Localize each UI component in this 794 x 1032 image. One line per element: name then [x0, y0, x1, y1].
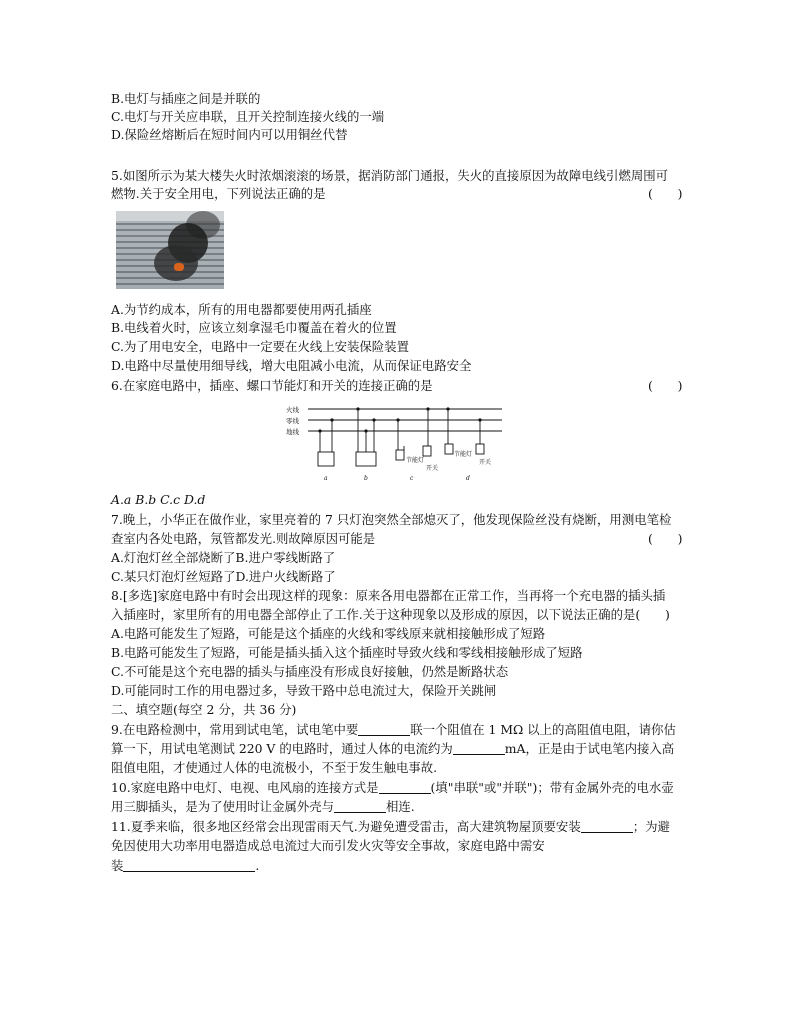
fire-building-photo [116, 211, 224, 289]
lamp-c [396, 450, 404, 460]
q7-stem-line1: 7.晚上，小华正在做作业，家里亮着的 7 只灯泡突然全部熄灭了，他发现保险丝没有烧断，用测电笔检 [111, 512, 672, 527]
q10-text-4: 相连. [386, 799, 415, 814]
q9-text-3: 算一下，用试电笔测试 220 V 的电路时，通过人体的电流约为 [111, 741, 453, 756]
lamp-label-c: 节能灯 [406, 457, 425, 464]
q10-text-3: 用三脚插头，是为了使用时让金属外壳与 [111, 799, 335, 814]
q8-option-a: A.电路可能发生了短路，可能是这个插座的火线和零线原来就相接触形成了短路 [111, 626, 546, 641]
q8-stem-line1: 8.[多选]家庭电路中有时会出现这样的现象：原来各用电器都在正常工作，当再将一个充电器的插头插 [111, 588, 666, 603]
fire-spot [174, 263, 184, 271]
q11-text-2: ；为避 [632, 819, 670, 834]
wire-label-live: 火线 [286, 406, 299, 414]
wire-label-ground: 地线 [286, 428, 299, 436]
switch-d [476, 444, 484, 454]
item-label-c: c [410, 475, 414, 482]
q10-text-1: 10.家庭电路中电灯、电视、电风扇的连接方式是 [111, 780, 379, 795]
q11-blank-1[interactable] [581, 820, 633, 833]
q8-stem-line2: 入插座时，家里所有的用电器全部停止了工作.关于这种现象以及形成的原因，以下说法正确的是( ) [111, 607, 670, 622]
q11-text-5: . [255, 858, 260, 873]
q7-options-ab: A.灯泡灯丝全部烧断了B.进户零线断路了 [111, 550, 336, 565]
q6-stem: 6.在家庭电路中，插座、螺口节能灯和开关的连接正确的是 [111, 378, 433, 393]
junction-dot [396, 418, 399, 421]
q8-option-c: C.不可能是这个充电器的插头与插座没有形成良好接触，仍然是断路状态 [111, 664, 509, 679]
q4-option-c: C.电灯与开关应串联，且开关控制连接火线的一端 [111, 109, 385, 124]
q10-line1 [111, 779, 674, 797]
socket-b [356, 452, 376, 466]
q4-option-b: B.电灯与插座之间是并联的 [111, 91, 261, 106]
junction-dot [364, 429, 367, 432]
q9-line3: 阻值电阻，才使通过人体的电流极小，不至于发生触电事故. [111, 760, 438, 775]
q5-option-d: D.电路中尽量使用细导线，增大电阻减小电流，从而保证电路安全 [111, 358, 472, 373]
q9-text-1: 9.在电路检测中，常用到试电笔，试电笔中要 [111, 722, 359, 737]
junction-dot [372, 418, 375, 421]
q6-options: A.a B.b C.c D.d [111, 492, 206, 507]
section-2-title: 二、填空题(每空 2 分，共 36 分) [111, 702, 297, 717]
q9-line2 [111, 740, 674, 758]
item-label-d: d [466, 475, 470, 482]
q6-answer-paren: ( ) [648, 378, 683, 393]
q11-line2: 免因使用大功率用电器造成总电流过大而引发火灾等安全事故，家庭电路中需安 [111, 838, 545, 853]
q5-option-b: B.电线着火时，应该立刻拿湿毛巾覆盖在着火的位置 [111, 320, 397, 335]
q7-stem-line2: 查室内各处电路，氖管都发光.则故障原因可能是 [111, 531, 376, 546]
q4-option-d: D.保险丝熔断后在短时间内可以用铜丝代替 [111, 127, 348, 142]
q5-answer-paren: ( ) [648, 186, 683, 201]
q11-text-4: 装 [111, 858, 124, 873]
q9-text-4: mA，正是由于试电笔内接入高 [504, 741, 675, 756]
switch-label-d: 开关 [479, 459, 492, 466]
q10-blank-2[interactable] [334, 800, 386, 813]
switch-label-c: 开关 [426, 465, 439, 472]
q10-line2 [111, 798, 415, 816]
q11-line1 [111, 818, 670, 836]
lamp-d [445, 444, 453, 454]
socket-a [318, 452, 334, 466]
wire-label-neutral: 零线 [286, 417, 299, 425]
q5-option-a: A.为节约成本，所有的用电器都要使用两孔插座 [111, 302, 372, 317]
junction-dot [446, 407, 449, 410]
q5-option-c: C.为了用电安全，电路中一定要在火线上安装保险装置 [111, 339, 409, 354]
junction-dot [330, 418, 333, 421]
item-label-b: b [364, 475, 368, 482]
junction-dot [356, 407, 359, 410]
lamp-label-d: 节能灯 [454, 451, 473, 458]
q11-line3 [111, 857, 259, 875]
switch-c [423, 446, 431, 456]
q11-blank-2[interactable] [123, 859, 255, 872]
junction-dot [426, 407, 429, 410]
q10-blank-1[interactable] [379, 781, 431, 794]
q8-option-d: D.可能同时工作的用电器过多，导致干路中总电流过大，保险开关跳闸 [111, 683, 497, 698]
q5-stem-line1: 5.如图所示为某大楼失火时浓烟滚滚的场景，据消防部门通报，失火的直接原因为故障电线引燃周围可 [111, 168, 669, 183]
q9-text-2: 联一个阻值在 1 MΩ 以上的高阻值电阻，请你估 [410, 722, 676, 737]
q7-options-cd: C.某只灯泡灯丝短路了D.进户火线断路了 [111, 569, 336, 584]
q7-answer-paren: ( ) [648, 531, 683, 546]
q9-blank-2[interactable] [453, 742, 505, 755]
q9-blank-1[interactable] [358, 723, 410, 736]
item-label-a: a [324, 475, 328, 482]
junction-dot [318, 429, 321, 432]
q10-text-2: (填"串联"或"并联")；带有金属外壳的电水壶 [430, 780, 674, 795]
circuit-diagram [280, 400, 510, 486]
q8-option-b: B.电路可能发生了短路，可能是插头插入这个插座时导致火线和零线相接触形成了短路 [111, 645, 583, 660]
q5-stem-line2: 燃物.关于安全用电，下列说法正确的是 [111, 186, 326, 201]
junction-dot [478, 418, 481, 421]
q9-line1 [111, 721, 676, 739]
q11-text-1: 11.夏季来临，很多地区经常会出现雷雨天气.为避免遭受雷击，高大建筑物屋顶要安装 [111, 819, 581, 834]
